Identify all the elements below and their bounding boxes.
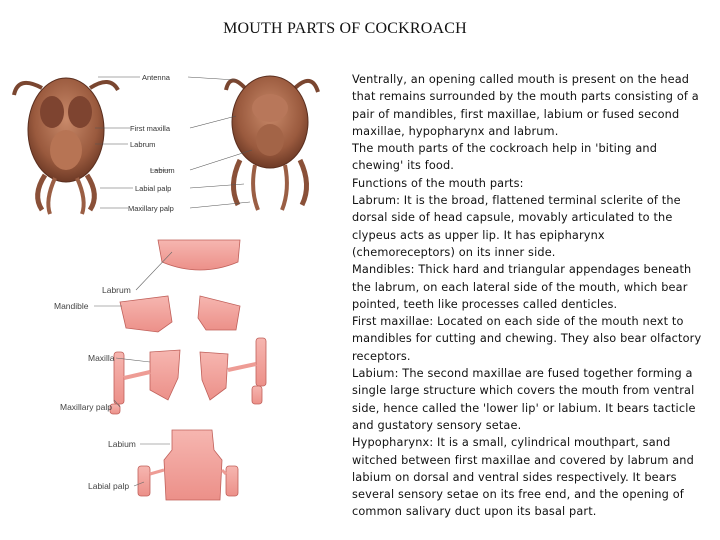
label-labium-top: Labium — [150, 166, 175, 175]
paragraph-biting-chewing: The mouth parts of the cockroach help in 'biting and chewing' its food. — [352, 142, 658, 173]
paragraph-intro: Ventrally, an opening called mouth is present on the head that remains surrounded by the mouth parts consisting of a pair of mandibles, first maxillae, labium or fused second maxillae, hypopharynx and labrum. — [352, 73, 699, 138]
paragraph-labrum: Labrum: It is the broad, flattened terminal sclerite of the dorsal side of head capsule, movably articulated to the clypeus acts as upper lip. It has epipharynx (chemoreceptors) on its inner side. — [352, 194, 681, 259]
label-maxilla: Maxilla — [88, 353, 115, 363]
mouthparts-illustration — [110, 240, 266, 500]
mandible-left-part — [120, 296, 172, 332]
description-text — [352, 71, 702, 521]
label-labium-bottom: Labium — [108, 439, 136, 449]
paragraph-functions-heading: Functions of the mouth parts: — [352, 176, 524, 190]
head-illustration-ventral — [226, 76, 318, 210]
mandible-right-part — [198, 296, 240, 330]
label-labrum-bottom: Labrum — [102, 285, 131, 295]
label-first-maxilla: First maxilla — [130, 124, 171, 133]
maxilla-left-part — [150, 350, 180, 400]
maxillary-palp-right-2 — [252, 386, 262, 404]
label-labial-palp-top: Labial palp — [135, 184, 172, 193]
labium-part — [164, 430, 222, 500]
label-mandible: Mandible — [54, 301, 89, 311]
paragraph-mandibles: Mandibles: Thick hard and triangular appendages beneath the labrum, on each lateral side of the mouth, which bear pointed, teeth like processes called denticles. — [352, 263, 692, 311]
page-title: MOUTH PARTS OF COCKROACH — [223, 20, 467, 37]
paragraph-labium: Labium: The second maxillae are fused together forming a single large structure which covers the mouth from ventral side, hence called the 'lower lip' or labium. It bears tacticle and gustatory sensory setae. — [352, 367, 696, 432]
label-antenna: Antenna — [142, 73, 170, 82]
maxilla-right-part — [200, 352, 228, 400]
head-illustration-dorsal — [14, 78, 118, 214]
label-maxillary-palp-bottom: Maxillary palp — [60, 402, 112, 412]
label-labrum-top: Labrum — [130, 140, 156, 149]
paragraph-first-maxillae: First maxillae: Located on each side of the mouth next to mandibles for cutting and chewing. They also bear olfactory receptors. — [352, 315, 702, 363]
label-labial-palp-bottom: Labial palp — [88, 481, 130, 491]
paragraph-hypopharynx: Hypopharynx: It is a small, cylindrical mouthpart, sand witched between first maxillae and covered by labrum and labium on dorsal and ventral sides respectively. It bears several sensory setae on its free end, and the opening of common salivary duct upon its basal part. — [352, 436, 694, 519]
top-labels — [128, 73, 175, 213]
maxillary-palp-left — [114, 352, 124, 404]
labrum-part — [158, 240, 240, 270]
labial-palp-right — [226, 466, 238, 496]
maxillary-palp-right — [256, 338, 266, 386]
labial-palp-left — [138, 466, 150, 496]
mouthparts-figure — [0, 0, 345, 540]
label-maxillary-palp-top: Maxillary palp — [128, 204, 174, 213]
